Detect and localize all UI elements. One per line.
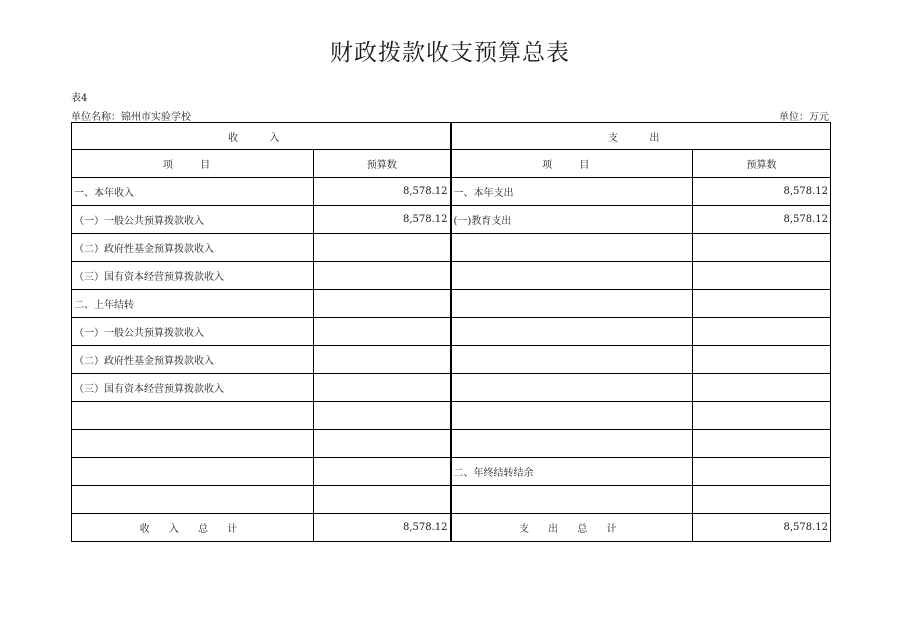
expense-section-header: 支 出 bbox=[451, 123, 831, 150]
table-row bbox=[72, 430, 831, 458]
table-row bbox=[72, 290, 831, 318]
income-item-cell: （一）一般公共预算拨款收入 bbox=[72, 318, 314, 346]
income-amount-cell bbox=[314, 430, 451, 458]
income-amount-cell bbox=[314, 290, 451, 318]
expense-amount-cell bbox=[693, 290, 831, 318]
expense-item-cell bbox=[451, 402, 693, 430]
income-item-cell bbox=[72, 402, 314, 430]
expense-amount-cell: 8,578.12 bbox=[693, 178, 831, 206]
table-row bbox=[72, 486, 831, 514]
expense-item-cell bbox=[451, 486, 693, 514]
income-amount-cell bbox=[314, 402, 451, 430]
expense-amount-cell bbox=[693, 486, 831, 514]
income-amount-cell: 8,578.12 bbox=[314, 178, 451, 206]
income-amount-cell bbox=[314, 486, 451, 514]
currency-unit: 单位：万元 bbox=[779, 112, 829, 123]
totals-row bbox=[72, 514, 831, 542]
expense-amount-cell bbox=[693, 318, 831, 346]
table-row bbox=[72, 402, 831, 430]
table-number: 表4 bbox=[71, 93, 88, 104]
table-row bbox=[72, 318, 831, 346]
income-amount-cell bbox=[314, 234, 451, 262]
income-section-header: 收 入 bbox=[72, 123, 451, 150]
expense-item-cell: 一、本年支出 bbox=[451, 178, 693, 206]
expense-item-cell bbox=[451, 346, 693, 374]
income-amount-cell bbox=[314, 318, 451, 346]
income-item-cell: 一、本年收入 bbox=[72, 178, 314, 206]
page-title: 财政拨款收支预算总表 bbox=[330, 40, 570, 66]
income-item-cell: （二）政府性基金预算拨款收入 bbox=[72, 234, 314, 262]
expense-item-cell bbox=[451, 318, 693, 346]
income-total-label: 收 入 总 计 bbox=[72, 514, 314, 542]
table-row bbox=[72, 458, 831, 486]
expense-amount-cell bbox=[693, 234, 831, 262]
expense-amount-cell bbox=[693, 346, 831, 374]
expense-amount-cell bbox=[693, 430, 831, 458]
expense-amount-cell bbox=[693, 402, 831, 430]
income-item-cell: （一）一般公共预算拨款收入 bbox=[72, 206, 314, 234]
table-row bbox=[72, 234, 831, 262]
expense-item-cell bbox=[451, 262, 693, 290]
expense-item-cell: (一)教育支出 bbox=[451, 206, 693, 234]
expense-total-amount: 8,578.12 bbox=[693, 514, 831, 542]
table-row bbox=[72, 346, 831, 374]
income-item-cell bbox=[72, 486, 314, 514]
income-total-amount: 8,578.12 bbox=[314, 514, 451, 542]
expense-item-cell bbox=[451, 430, 693, 458]
income-amount-header: 预算数 bbox=[314, 150, 451, 178]
income-item-cell: 二、上年结转 bbox=[72, 290, 314, 318]
income-item-cell bbox=[72, 458, 314, 486]
expense-amount-cell bbox=[693, 458, 831, 486]
income-item-cell bbox=[72, 430, 314, 458]
table-row bbox=[72, 374, 831, 402]
section-header-row bbox=[72, 123, 831, 150]
expense-item-cell bbox=[451, 290, 693, 318]
income-amount-cell bbox=[314, 374, 451, 402]
expense-amount-cell: 8,578.12 bbox=[693, 206, 831, 234]
expense-amount-cell bbox=[693, 262, 831, 290]
column-header-row bbox=[72, 150, 831, 178]
income-amount-cell bbox=[314, 346, 451, 374]
table-row bbox=[72, 178, 831, 206]
income-amount-cell bbox=[314, 262, 451, 290]
expense-amount-header: 预算数 bbox=[693, 150, 831, 178]
budget-summary-table bbox=[71, 122, 831, 542]
expense-item-header: 项 目 bbox=[451, 150, 693, 178]
income-amount-cell: 8,578.12 bbox=[314, 206, 451, 234]
income-amount-cell bbox=[314, 458, 451, 486]
income-item-cell: （三）国有资本经营预算拨款收入 bbox=[72, 262, 314, 290]
unit-name: 单位名称：锦州市实验学校 bbox=[71, 112, 191, 123]
income-item-cell: （三）国有资本经营预算拨款收入 bbox=[72, 374, 314, 402]
expense-total-label: 支 出 总 计 bbox=[451, 514, 693, 542]
expense-item-cell bbox=[451, 374, 693, 402]
table-row bbox=[72, 262, 831, 290]
table-row bbox=[72, 206, 831, 234]
income-item-cell: （二）政府性基金预算拨款收入 bbox=[72, 346, 314, 374]
expense-amount-cell bbox=[693, 374, 831, 402]
expense-item-cell: 二、年终结转结余 bbox=[451, 458, 693, 486]
expense-item-cell bbox=[451, 234, 693, 262]
income-item-header: 项 目 bbox=[72, 150, 314, 178]
